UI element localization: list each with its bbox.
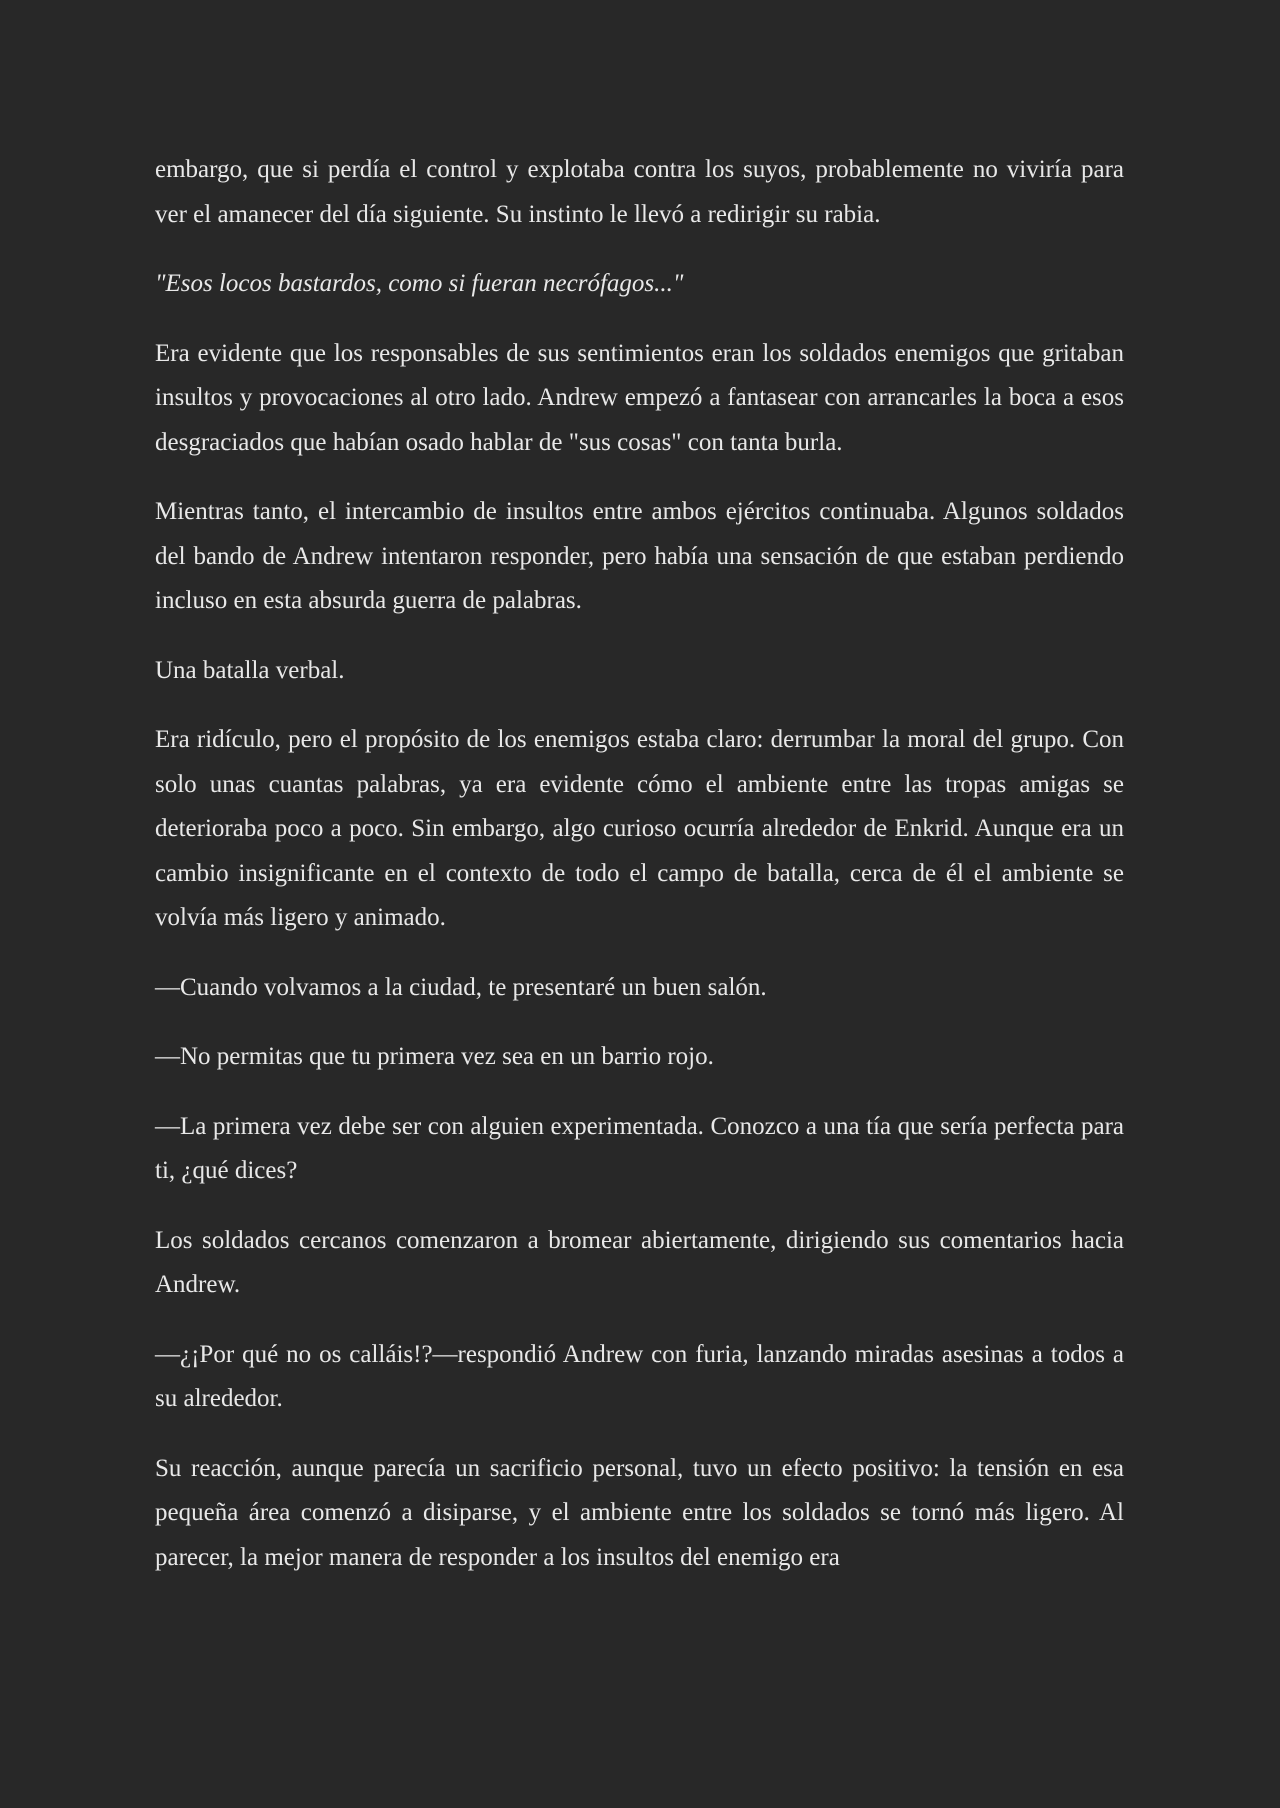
paragraph-9-dialogue: —La primera vez debe ser con alguien experimentada. Conozco a una tía que sería perfecta para ti, ¿qué dices? — [155, 1112, 1124, 1184]
paragraph-8-dialogue: —No permitas que tu primera vez sea en un barrio rojo. — [155, 1043, 714, 1070]
reader-page — [155, 148, 1124, 1605]
paragraph-1: embargo, que si perdía el control y explotaba contra los suyos, probablemente no viviría para ver el amanecer del día siguiente. Su instinto le llevó a redirigir su rabia. — [155, 156, 1124, 228]
paragraph-10: Los soldados cercanos comenzaron a bromear abiertamente, dirigiendo sus comentarios hacia Andrew. — [155, 1226, 1124, 1298]
paragraph-7-dialogue: —Cuando volvamos a la ciudad, te presentaré un buen salón. — [155, 973, 767, 1001]
paragraph-2-thought: "Esos locos bastardos, como si fueran necrófagos..." — [155, 270, 684, 297]
paragraph-12: Su reacción, aunque parecía un sacrificio personal, tuvo un efecto positivo: la tensión en esa pequeña área comenzó a disiparse, y el ambiente entre los soldados se tornó más ligero. Al parecer, la mejor manera de responder a los insultos del enemigo era — [155, 1454, 1124, 1571]
paragraph-3: Era evidente que los responsables de sus sentimientos eran los soldados enemigos que gritaban insultos y provocaciones al otro lado. Andrew empezó a fantasear con arrancarles la boca a esos desgraciados que habían osado hablar de "sus cosas" con tanta burla. — [155, 339, 1124, 456]
paragraph-5: Una batalla verbal. — [155, 656, 345, 684]
paragraph-6: Era ridículo, pero el propósito de los enemigos estaba claro: derrumbar la moral del grupo. Con solo unas cuantas palabras, ya era evidente cómo el ambiente entre las tropas amigas se deterioraba poco a poco. Sin embargo, algo curioso ocurría alrededor de Enkrid. Aunque era un cambio insignificante en el contexto de todo el campo de batalla, cerca de él el ambiente se volvía más ligero y animado. — [155, 726, 1124, 931]
paragraph-11-dialogue: —¿¡Por qué no os calláis!?—respondió Andrew con furia, lanzando miradas asesinas a todos a su alrededor. — [155, 1340, 1124, 1412]
paragraph-4: Mientras tanto, el intercambio de insultos entre ambos ejércitos continuaba. Algunos soldados del bando de Andrew intentaron responder, pero había una sensación de que estaban perdiendo incluso en esta absurda guerra de palabras. — [155, 498, 1124, 614]
